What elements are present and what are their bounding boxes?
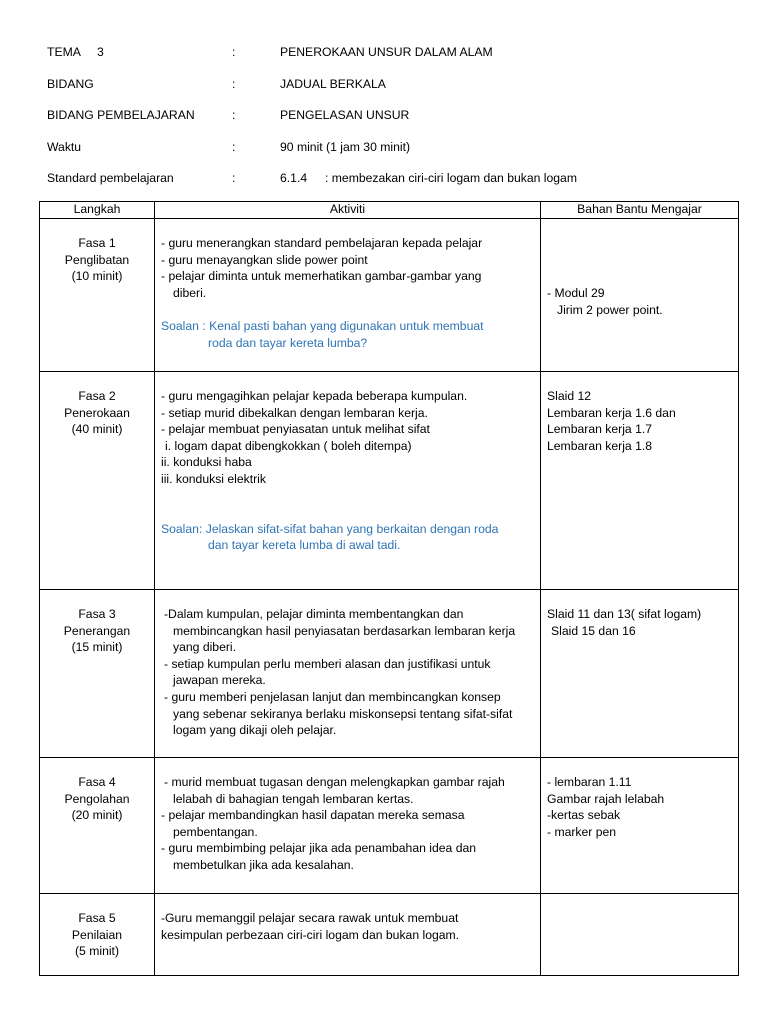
waktu-colon: :	[232, 140, 236, 154]
step-duration: (10 minit)	[71, 269, 123, 284]
header-standard	[0, 170, 768, 188]
tema-colon: :	[232, 45, 236, 59]
step-cell	[40, 894, 155, 976]
materials-cell	[541, 219, 739, 372]
material-item: Slaid 15 dan 16	[551, 623, 636, 638]
bidang-pembelajaran-value: PENGELASAN UNSUR	[280, 108, 410, 122]
activity-line: pembentangan.	[173, 824, 258, 839]
question-line: roda dan tayar kereta lumba?	[208, 335, 368, 350]
material-item: - lembaran 1.11	[547, 775, 632, 789]
materials-cell	[541, 894, 739, 976]
waktu-label: Waktu	[47, 140, 82, 154]
material-item: Lembaran kerja 1.7	[547, 422, 653, 437]
activity-line: - guru memberi penjelasan lanjut dan membincangkan konsep	[164, 689, 501, 704]
activity-line: i. logam dapat dibengkokkan ( boleh ditempa)	[165, 438, 412, 453]
step-duration: (20 minit)	[71, 808, 123, 823]
activity-line: membetulkan jika ada kesalahan.	[173, 857, 354, 872]
activity-cell	[155, 590, 541, 758]
activity-line: - murid membuat tugasan dengan melengkapkan gambar rajah	[164, 775, 505, 789]
step-phase: Fasa 4	[78, 775, 116, 789]
bidang-pembelajaran-label: BIDANG PEMBELAJARAN	[47, 108, 195, 122]
material-item: Lembaran kerja 1.6 dan	[547, 405, 676, 420]
header-tema	[0, 44, 768, 62]
table-row-fasa-5	[40, 894, 739, 976]
step-duration: (40 minit)	[71, 422, 123, 437]
activity-line: yang sebenar sekiranya berlaku miskonsepsi tentang sifat-sifat	[173, 706, 513, 721]
activity-line: - guru membimbing pelajar jika ada penambahan idea dan	[161, 841, 477, 856]
standard-colon: :	[232, 171, 236, 185]
activity-cell	[155, 758, 541, 894]
activity-line: logam yang dikaji oleh pelajar.	[173, 723, 337, 738]
activity-line: - pelajar membandingkan hasil dapatan mereka semasa	[161, 808, 465, 823]
activity-cell	[155, 372, 541, 590]
step-cell	[40, 219, 155, 372]
activity-line: lelabah di bahagian tengah lembaran kertas.	[173, 791, 414, 806]
activity-cell	[155, 219, 541, 372]
bidang-label: BIDANG	[47, 77, 94, 91]
materials-cell	[541, 372, 739, 590]
standard-code: 6.1.4	[280, 171, 308, 185]
activity-line: membincangkan hasil penyiasatan berdasarkan lembaran kerja	[173, 623, 516, 638]
tema-value: PENEROKAAN UNSUR DALAM ALAM	[280, 45, 493, 59]
standard-value: : membezakan ciri-ciri logam dan bukan logam	[325, 171, 577, 185]
activity-line: - setiap murid dibekalkan dengan lembaran kerja.	[161, 405, 428, 420]
bidang-pembelajaran-colon: :	[232, 108, 236, 122]
question-line: dan tayar kereta lumba di awal tadi.	[208, 538, 401, 553]
step-title: Penerokaan	[64, 405, 130, 420]
activity-line: - pelajar membuat penyiasatan untuk melihat sifat	[161, 422, 430, 437]
waktu-value: 90 minit (1 jam 30 minit)	[280, 140, 411, 154]
materials-cell	[541, 758, 739, 894]
activity-line: iii. konduksi elektrik	[161, 471, 266, 486]
column-header-aktiviti: Aktiviti	[155, 202, 541, 219]
step-cell	[40, 590, 155, 758]
tema-number: 3	[97, 45, 104, 59]
activity-line: yang diberi.	[173, 640, 237, 655]
activity-line: - guru menerangkan standard pembelajaran kepada pelajar	[161, 236, 483, 250]
step-duration: (5 minit)	[74, 944, 119, 959]
step-phase: Fasa 5	[78, 911, 116, 925]
material-item: -kertas sebak	[547, 808, 621, 823]
step-title: Penilaian	[71, 927, 123, 942]
standard-label: Standard pembelajaran	[47, 171, 174, 185]
question-line: Soalan: Jelaskan sifat-sifat bahan yang berkaitan dengan roda	[161, 521, 499, 536]
material-item: Jirim 2 power point.	[557, 302, 663, 317]
step-phase: Fasa 1	[78, 236, 116, 250]
bidang-value: JADUAL BERKALA	[280, 77, 386, 91]
activity-cell	[155, 894, 541, 976]
bidang-colon: :	[232, 77, 236, 91]
material-item: - marker pen	[547, 824, 617, 839]
header-bidang-pembelajaran	[0, 107, 768, 125]
table-row-fasa-1	[40, 219, 739, 372]
activity-line: - guru mengagihkan pelajar kepada beberapa kumpulan.	[161, 389, 468, 403]
column-header-bahan: Bahan Bantu Mengajar	[541, 202, 739, 219]
step-phase: Fasa 3	[78, 607, 116, 621]
table-row-fasa-3	[40, 590, 739, 758]
activity-line: - pelajar diminta untuk memerhatikan gambar-gambar yang	[161, 269, 482, 284]
lesson-plan-table	[39, 201, 739, 976]
tema-label: TEMA	[47, 45, 81, 59]
material-item: Slaid 12	[547, 389, 592, 403]
header-bidang	[0, 76, 768, 94]
step-title: Pengolahan	[64, 791, 130, 806]
activity-line: -Dalam kumpulan, pelajar diminta membentangkan dan	[164, 607, 464, 621]
table-row-fasa-2	[40, 372, 739, 590]
activity-line: -Guru memanggil pelajar secara rawak untuk membuat	[161, 911, 459, 925]
activity-line: diberi.	[173, 285, 207, 300]
activity-line: ii. konduksi haba	[161, 455, 252, 470]
step-cell	[40, 372, 155, 590]
step-title: Penerangan	[63, 623, 131, 638]
material-item: Slaid 11 dan 13( sifat logam)	[547, 607, 702, 621]
step-title: Penglibatan	[64, 252, 130, 267]
activity-line: - setiap kumpulan perlu memberi alasan dan justifikasi untuk	[164, 656, 491, 671]
material-item: Lembaran kerja 1.8	[547, 438, 653, 453]
step-duration: (15 minit)	[71, 640, 123, 655]
column-header-langkah: Langkah	[40, 202, 155, 219]
material-item: Gambar rajah lelabah	[547, 791, 665, 806]
activity-line: jawapan mereka.	[173, 673, 266, 688]
material-item: - Modul 29	[547, 286, 605, 300]
question-line: Soalan : Kenal pasti bahan yang digunakan untuk membuat	[161, 318, 484, 333]
step-phase: Fasa 2	[78, 389, 116, 403]
table-header-row	[40, 202, 739, 219]
step-cell	[40, 758, 155, 894]
activity-line: kesimpulan perbezaan ciri-ciri logam dan bukan logam.	[161, 927, 460, 942]
materials-cell	[541, 590, 739, 758]
header-waktu	[0, 139, 768, 157]
activity-line: - guru menayangkan slide power point	[161, 252, 368, 267]
table-row-fasa-4	[40, 758, 739, 894]
